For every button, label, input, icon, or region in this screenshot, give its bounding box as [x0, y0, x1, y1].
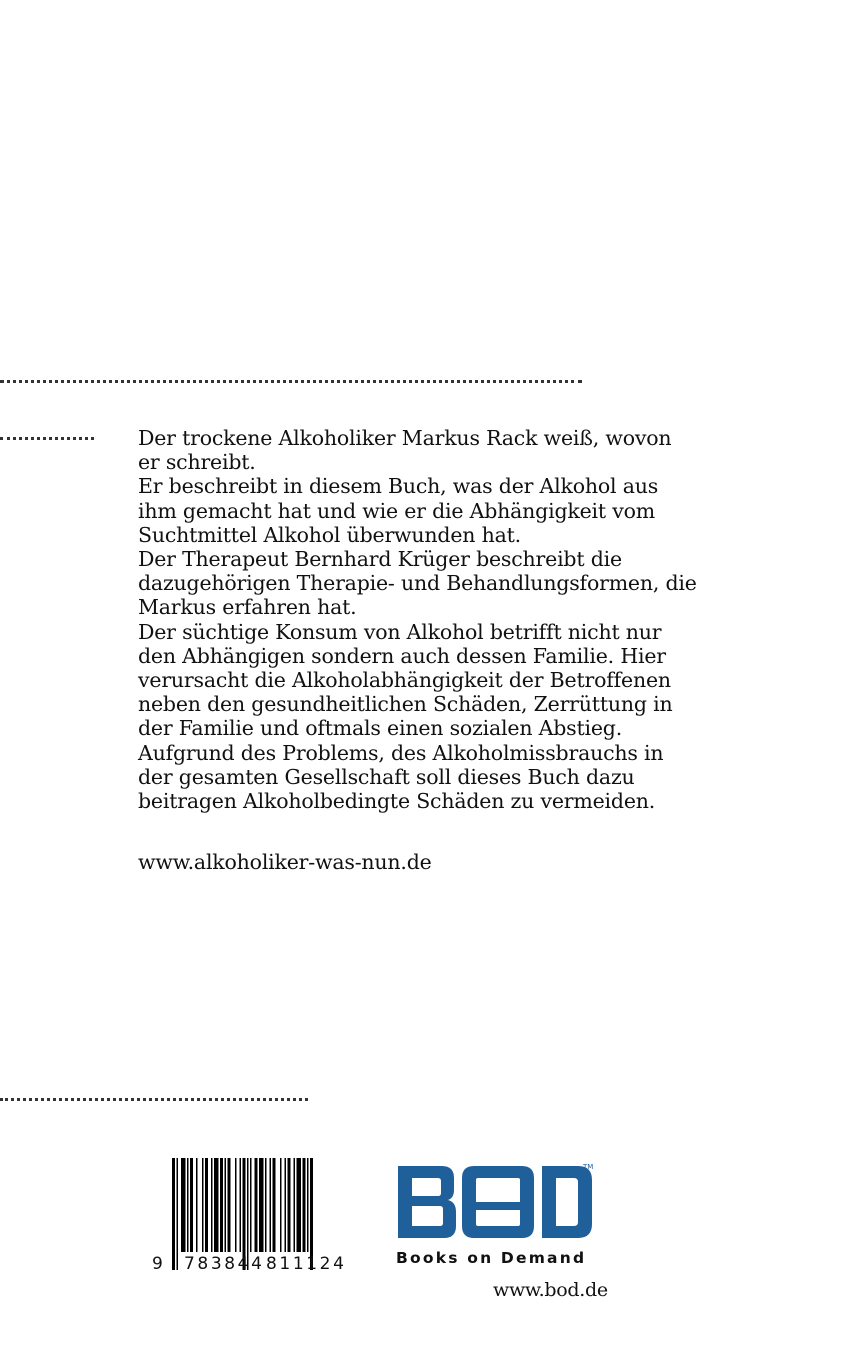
- dotted-rule-short: [0, 437, 94, 440]
- publisher-website: www.bod.de: [493, 1279, 608, 1301]
- barcode-bar: [259, 1158, 264, 1252]
- barcode-bar: [297, 1158, 302, 1252]
- barcode-bar: [280, 1158, 282, 1252]
- barcode-bar: [294, 1158, 296, 1252]
- isbn-left-digits: 783844: [184, 1254, 265, 1274]
- barcode-bar: [205, 1158, 208, 1252]
- dotted-rule-top: [0, 380, 582, 383]
- barcode-bar: [255, 1158, 258, 1252]
- publisher-tagline: Books on Demand: [396, 1249, 587, 1267]
- barcode-bar: [288, 1158, 291, 1252]
- blurb-paragraph-5: Aufgrund des Problems, des Alkoholmissbrauchs in der gesamten Gesellschaft soll dieses Buch dazu beitragen Alkoholbedingte Schäden zu vermeiden.: [138, 740, 664, 814]
- blurb-paragraph-4: Der süchtige Konsum von Alkohol betrifft nicht nur den Abhängigen sondern auch dessen Familie. Hier verursacht die Alkoholabhängigkeit der Betroffenen neben den gesundheitlichen Schäden, Zerrüttung in der Familie und oftmals einen sozialen Abstieg.: [138, 619, 673, 741]
- barcode-bar: [196, 1158, 198, 1252]
- barcode-bar: [307, 1158, 309, 1252]
- bod-logo: [396, 1160, 596, 1244]
- blurb-paragraph-1: Der trockene Alkoholiker Markus Rack weiß, wovon er schreibt.: [138, 426, 672, 475]
- barcode-bar: [235, 1158, 237, 1252]
- barcode-bar: [177, 1158, 179, 1270]
- barcode-bar: [250, 1158, 252, 1252]
- barcode-bar: [214, 1158, 219, 1252]
- barcode-bar: [240, 1158, 242, 1252]
- book-blurb: [138, 426, 698, 813]
- blurb-paragraph-3: Der Therapeut Bernhard Krüger beschreibt die dazugehörigen Therapie- und Behandlungsformen, die Markus erfahren hat.: [138, 547, 697, 620]
- book-website: www.alkoholiker-was-nun.de: [138, 850, 432, 874]
- barcode-bar: [202, 1158, 204, 1252]
- barcode-bar: [225, 1158, 227, 1252]
- barcode-bar: [181, 1158, 186, 1252]
- barcode-bar: [172, 1158, 175, 1270]
- barcode-bar: [273, 1158, 276, 1252]
- isbn-barcode: [148, 1158, 360, 1278]
- dotted-rule-bottom: [0, 1098, 308, 1101]
- barcode-bar: [190, 1158, 193, 1252]
- barcode-bar: [211, 1158, 213, 1252]
- blurb-paragraph-2: Er beschreibt in diesem Buch, was der Alkohol aus ihm gemacht hat und wie er die Abhängigkeit vom Suchtmittel Alkohol überwunden hat.: [138, 474, 659, 547]
- barcode-bar: [228, 1158, 231, 1252]
- trademark-mark: TM: [583, 1163, 594, 1171]
- barcode-bar: [303, 1158, 306, 1252]
- isbn-first-digit: 9: [152, 1254, 163, 1274]
- barcode-bar: [220, 1158, 223, 1252]
- barcode-bar: [187, 1158, 189, 1252]
- isbn-right-digits: 811124: [266, 1254, 347, 1274]
- barcode-bar: [265, 1158, 267, 1252]
- barcode-bar: [270, 1158, 272, 1252]
- barcode-bar: [285, 1158, 287, 1252]
